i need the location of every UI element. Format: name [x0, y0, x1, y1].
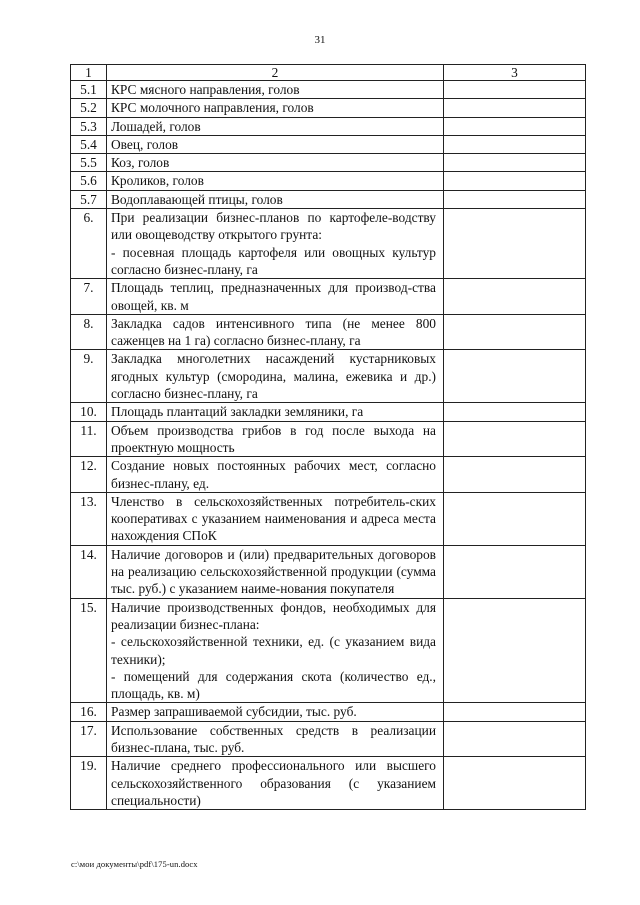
row-value	[444, 154, 586, 172]
row-value	[444, 314, 586, 350]
row-value	[444, 545, 586, 598]
row-description: Водоплавающей птицы, голов	[107, 190, 444, 208]
table-row	[71, 172, 586, 190]
table-row	[71, 135, 586, 153]
row-value	[444, 117, 586, 135]
row-description: Наличие среднего профессионального или высшего сельскохозяйственного образования (с указанием специальности)	[107, 757, 444, 810]
row-description: Закладка садов интенсивного типа (не менее 800 саженцев на 1 га) согласно бизнес-плану, га	[107, 314, 444, 350]
row-value	[444, 81, 586, 99]
table-row	[71, 421, 586, 457]
column-header-2: 2	[107, 65, 444, 81]
table-row	[71, 598, 586, 703]
row-number: 10.	[71, 403, 107, 421]
row-value	[444, 209, 586, 279]
row-description: Коз, голов	[107, 154, 444, 172]
row-number: 6.	[71, 209, 107, 279]
row-number: 15.	[71, 598, 107, 703]
row-number: 5.1	[71, 81, 107, 99]
table-header-row	[71, 65, 586, 81]
indicators-table	[70, 64, 586, 810]
row-value	[444, 403, 586, 421]
table-row	[71, 350, 586, 403]
row-number: 12.	[71, 457, 107, 493]
row-description-line: - сельскохозяйственной техники, ед. (с указанием вида техники);	[111, 634, 436, 667]
row-value	[444, 135, 586, 153]
row-number: 5.3	[71, 117, 107, 135]
row-description: Создание новых постоянных рабочих мест, согласно бизнес-плану, ед.	[107, 457, 444, 493]
row-description: Площадь плантаций закладки земляники, га	[107, 403, 444, 421]
table-row	[71, 314, 586, 350]
row-number: 5.4	[71, 135, 107, 153]
row-description	[107, 598, 444, 703]
row-value	[444, 279, 586, 315]
row-value	[444, 721, 586, 757]
row-description: Овец, голов	[107, 135, 444, 153]
row-number: 16.	[71, 703, 107, 721]
row-number: 5.7	[71, 190, 107, 208]
row-value	[444, 99, 586, 117]
row-description: Лошадей, голов	[107, 117, 444, 135]
table-row	[71, 99, 586, 117]
row-number: 11.	[71, 421, 107, 457]
row-number: 5.2	[71, 99, 107, 117]
row-value	[444, 492, 586, 545]
table-row	[71, 154, 586, 172]
table-row	[71, 190, 586, 208]
row-description-line: - посевная площадь картофеля или овощных культур согласно бизнес-плану, га	[111, 244, 436, 277]
table-row	[71, 703, 586, 721]
row-value	[444, 757, 586, 810]
row-number: 19.	[71, 757, 107, 810]
row-description: Кроликов, голов	[107, 172, 444, 190]
row-value	[444, 172, 586, 190]
row-number: 5.6	[71, 172, 107, 190]
row-value	[444, 190, 586, 208]
table-row	[71, 279, 586, 315]
table-row	[71, 457, 586, 493]
row-description: Площадь теплиц, предназначенных для производ-ства овощей, кв. м	[107, 279, 444, 315]
table-row	[71, 721, 586, 757]
row-description: КРС молочного направления, голов	[107, 99, 444, 117]
page-number: 31	[314, 34, 326, 46]
row-description: Членство в сельскохозяйственных потребитель-ских кооперативах с указанием наименования и адреса места нахождения СПоК	[107, 492, 444, 545]
row-description-line: - помещений для содержания скота (количество ед., площадь, кв. м)	[111, 668, 436, 702]
row-description: Объем производства грибов в год после выхода на проектную мощность	[107, 421, 444, 457]
table-row	[71, 117, 586, 135]
row-description: Размер запрашиваемой субсидии, тыс. руб.	[107, 703, 444, 721]
row-number: 7.	[71, 279, 107, 315]
footer-file-path: c:\мои документы\pdf\175-un.docx	[71, 859, 198, 869]
row-value	[444, 598, 586, 703]
row-number: 14.	[71, 545, 107, 598]
row-description-line: Наличие производственных фондов, необходимых для реализации бизнес-плана:	[111, 599, 436, 632]
row-number: 5.5	[71, 154, 107, 172]
row-number: 8.	[71, 314, 107, 350]
row-description: Использование собственных средств в реализации бизнес-плана, тыс. руб.	[107, 721, 444, 757]
row-number: 13.	[71, 492, 107, 545]
row-description: Закладка многолетних насаждений кустарниковых ягодных культур (смородина, малина, ежевика и др.) согласно бизнес-плану, га	[107, 350, 444, 403]
table-row	[71, 757, 586, 810]
row-value	[444, 457, 586, 493]
row-description	[107, 209, 444, 279]
row-value	[444, 350, 586, 403]
table-row	[71, 209, 586, 279]
row-number: 17.	[71, 721, 107, 757]
table-row	[71, 81, 586, 99]
table-row	[71, 545, 586, 598]
row-description-line: При реализации бизнес-планов по картофеле-водству или овощеводству открытого грунта:	[111, 210, 436, 243]
row-value	[444, 421, 586, 457]
table-row	[71, 403, 586, 421]
row-description: Наличие договоров и (или) предварительных договоров на реализацию сельскохозяйственной продукции (сумма тыс. руб.) с указанием наиме-нования покупателя	[107, 545, 444, 598]
column-header-3: 3	[444, 65, 586, 81]
table-row	[71, 492, 586, 545]
row-value	[444, 703, 586, 721]
row-description: КРС мясного направления, голов	[107, 81, 444, 99]
column-header-1: 1	[71, 65, 107, 81]
row-number: 9.	[71, 350, 107, 403]
